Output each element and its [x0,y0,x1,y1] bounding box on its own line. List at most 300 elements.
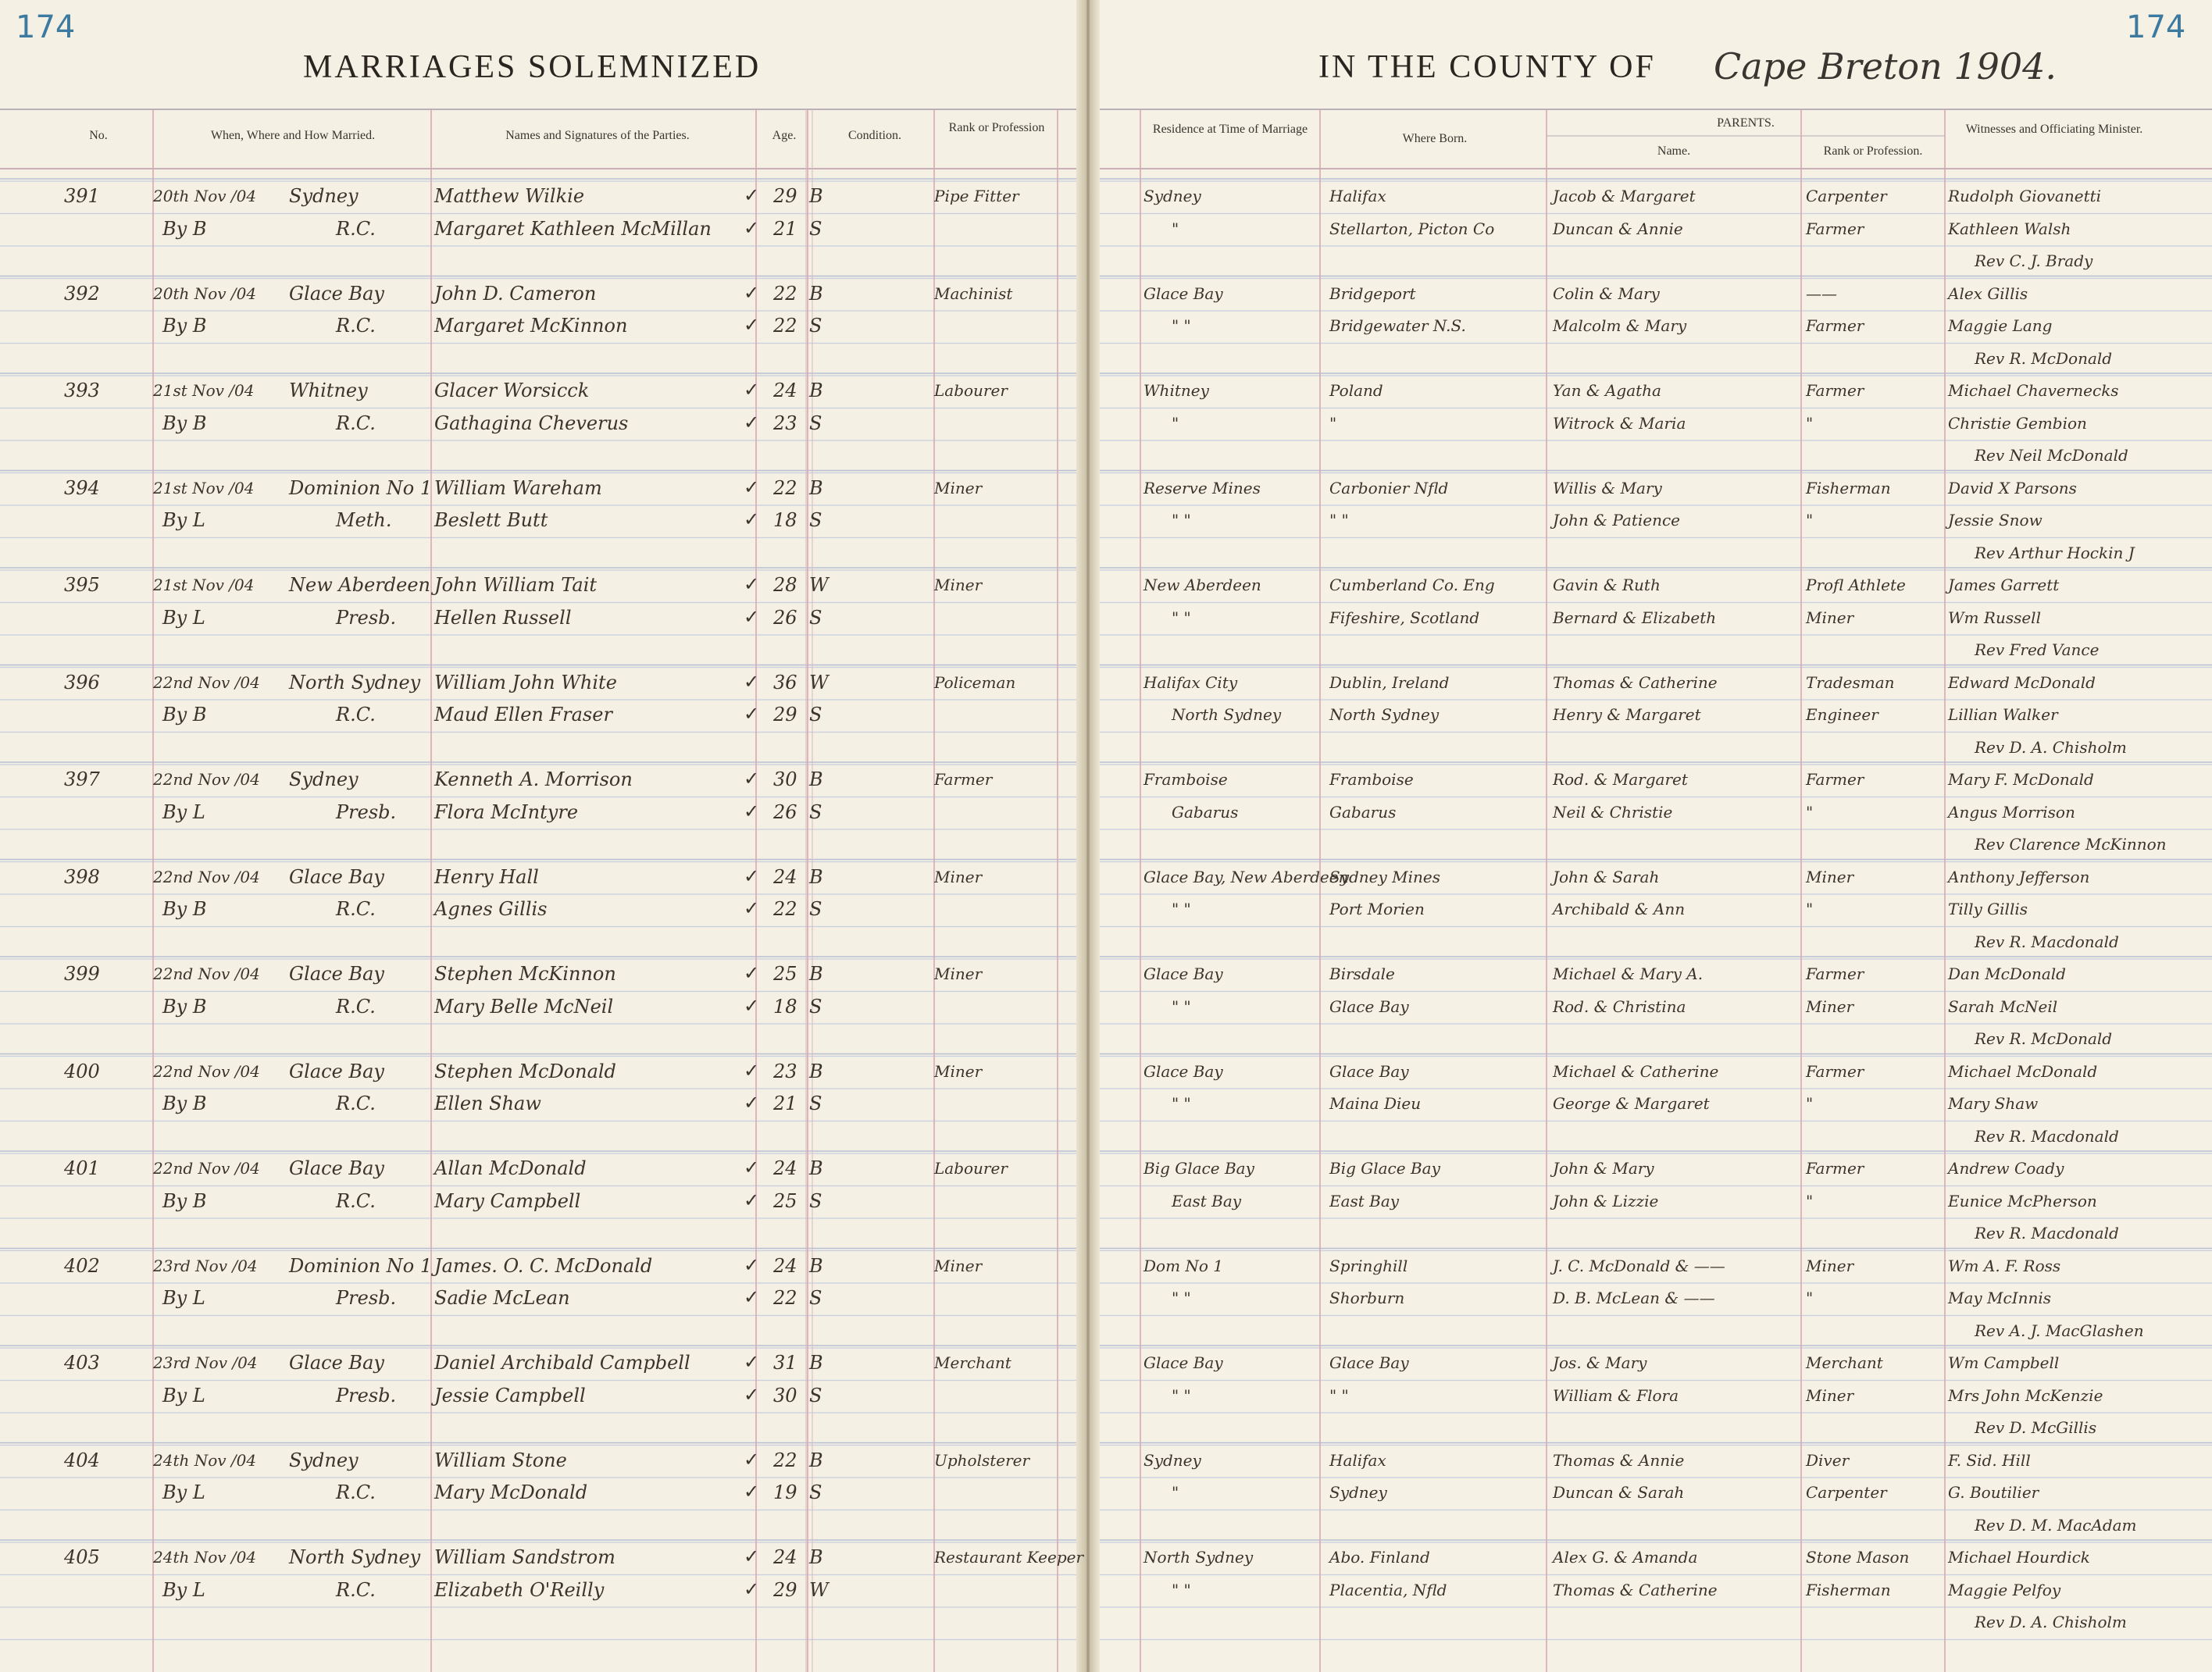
record-born-bride: " [1329,413,1337,433]
record-residence-groom: Sydney [1143,187,1201,205]
record-residence-groom: Glace Bay [1143,1353,1223,1372]
record-residence-groom: Sydney [1143,1450,1201,1470]
record-place: Dominion No 1 [289,1254,433,1277]
record-witness-2: G. Boutilier [1948,1483,2039,1502]
record-parent-rank-groom: Farmer [1806,770,1864,789]
record-parent-rank-bride: Engineer [1806,705,1878,724]
record-residence-bride: " [1172,413,1179,433]
record-rite: Presb. [336,606,397,629]
record-age-bride: 29 [773,1578,797,1601]
record-age-groom: 36 [773,671,797,693]
header-when: When, Where and How Married. [210,129,376,142]
record-place: New Aberdeen [289,574,430,596]
record-date: 21st Nov /04 [153,478,255,497]
record-bride: Ellen Shaw [434,1093,541,1114]
record-rank: Farmer [934,770,993,789]
record-residence-groom: North Sydney [1143,1548,1254,1567]
record-parent-rank-groom: Fisherman [1806,478,1891,497]
record-groom: John William Tait [434,574,598,596]
record-rite: R.C. [336,412,376,434]
county-handwritten: Cape Breton 1904. [1714,45,2057,87]
record-born-groom: Abo. Finland [1329,1548,1430,1567]
record-place: Sydney [289,768,359,790]
record-born-bride: Stellarton, Picton Co [1329,219,1495,238]
record-rank: Restaurant Keeper [934,1548,1084,1567]
record-age-bride: 29 [773,704,797,725]
record-condition-bride: S [809,412,822,434]
check-mark: ✓ [744,1287,760,1308]
record-minister: Rev D. A. Chisholm [1975,1613,2127,1631]
record-place: Glace Bay [289,282,384,305]
record-parents-bride: Malcolm & Mary [1553,316,1687,335]
record-residence-groom: Halifax City [1143,672,1238,692]
record-bride: Mary Campbell [434,1189,581,1212]
record-rite: R.C. [336,1189,376,1212]
record-parents-bride: George & Margaret [1553,1094,1710,1113]
record-age-groom: 23 [773,1060,797,1082]
record-witness-1: Alex Gillis [1948,283,2028,303]
record-age-bride: 23 [773,412,797,434]
record-groom: Stephen McKinnon [434,963,616,985]
check-mark: ✓ [744,282,760,304]
record-condition-groom: B [809,1157,823,1179]
record-residence-bride: North Sydney [1172,705,1282,724]
record-witness-2: Mrs John McKenzie [1948,1385,2103,1405]
record-parents-groom: Jacob & Margaret [1553,187,1696,205]
record-number: 391 [64,185,100,207]
record-parent-rank-groom: Tradesman [1806,672,1895,692]
check-mark: ✓ [744,963,760,984]
record-parent-rank-bride: Fisherman [1806,1580,1891,1599]
right-page-title: IN THE COUNTY OF [1318,49,1656,85]
record-parents-groom: Thomas & Annie [1553,1450,1685,1470]
record-born-groom: Glace Bay [1329,1353,1409,1372]
record-bride: Maud Ellen Fraser [434,704,612,725]
record-bride: Margaret McKinnon [434,315,628,337]
left-page-number: 174 [16,9,76,45]
record-condition-groom: B [809,1060,823,1082]
record-number: 403 [64,1352,100,1374]
record-born-groom: Big Glace Bay [1329,1159,1440,1178]
record-bride: Mary McDonald [434,1481,588,1503]
record-number: 401 [64,1157,100,1179]
record-how: By L [162,800,205,823]
record-witness-1: Edward McDonald [1948,672,2096,692]
record-witness-2: Eunice McPherson [1948,1191,2097,1210]
record-age-groom: 30 [773,768,797,790]
record-bride: Hellen Russell [434,606,572,629]
record-condition-groom: B [809,1449,823,1471]
record-age-groom: 28 [773,574,797,596]
record-date: 22nd Nov /04 [153,964,260,983]
record-parents-groom: Willis & Mary [1553,478,1662,497]
record-minister: Rev D. McGillis [1975,1418,2097,1437]
record-parent-rank-bride: " [1806,900,1814,918]
record-residence-bride: " " [1172,1385,1191,1405]
record-place: Glace Bay [289,1060,384,1082]
record-age-bride: 18 [773,509,797,531]
record-witness-2: Sarah McNeil [1948,996,2058,1016]
record-age-bride: 25 [773,1189,797,1212]
record-minister: Rev R. McDonald [1975,1029,2113,1048]
record-age-groom: 24 [773,380,797,401]
record-condition-groom: B [809,1352,823,1374]
record-rank: Pipe Fitter [934,187,1019,205]
record-how: By B [162,995,207,1018]
record-born-bride: " " [1329,1385,1349,1405]
record-rank: Labourer [934,1159,1008,1178]
record-parent-rank-bride: Miner [1806,608,1854,627]
record-condition-groom: B [809,1254,823,1277]
record-parent-rank-bride: " [1806,413,1814,433]
record-residence-bride: " " [1172,316,1191,335]
record-parent-rank-groom: Diver [1806,1450,1850,1470]
record-residence-bride: " " [1172,996,1191,1016]
record-rank: Policeman [934,672,1016,692]
record-minister: Rev R. Macdonald [1975,932,2119,951]
record-witness-2: Lillian Walker [1948,705,2058,724]
record-parents-bride: William & Flora [1553,1385,1679,1405]
record-residence-bride: " " [1172,1580,1191,1599]
record-condition-bride: S [809,1189,822,1212]
record-bride: Beslett Butt [434,509,548,531]
check-mark: ✓ [744,704,760,725]
check-mark: ✓ [744,217,760,239]
record-born-bride: Glace Bay [1329,996,1409,1016]
record-parent-rank-groom: Miner [1806,1256,1854,1275]
check-mark: ✓ [744,800,760,822]
record-bride: Jessie Campbell [434,1384,586,1406]
record-rite: R.C. [336,315,376,337]
record-parents-groom: J. C. McDonald & —— [1553,1256,1725,1275]
header-age: Age. [772,129,797,142]
record-parent-rank-groom: Miner [1806,867,1854,886]
record-age-bride: 30 [773,1384,797,1406]
check-mark: ✓ [744,1449,760,1471]
check-mark: ✓ [744,671,760,693]
record-witness-2: Tilly Gillis [1948,900,2028,918]
record-witness-1: James Garrett [1948,576,2060,594]
record-witness-1: Michael McDonald [1948,1061,2098,1081]
record-parent-rank-groom: Stone Mason [1806,1548,1910,1567]
record-parent-rank-bride: " [1806,511,1814,529]
record-age-bride: 22 [773,315,797,337]
record-age-bride: 26 [773,800,797,823]
record-condition-bride: S [809,1093,822,1114]
record-witness-1: Michael Chavernecks [1948,381,2119,400]
record-bride: Gathagina Cheverus [434,412,629,434]
record-age-bride: 22 [773,898,797,920]
record-condition-bride: S [809,1384,822,1406]
check-mark: ✓ [744,1352,760,1373]
record-age-bride: 21 [773,217,797,240]
record-parents-bride: Bernard & Elizabeth [1553,608,1717,627]
record-condition-bride: S [809,1481,822,1503]
record-parent-rank-bride: " [1806,1094,1814,1113]
record-condition-groom: B [809,282,823,305]
record-rite: Presb. [336,1384,397,1406]
record-condition-bride: S [809,898,822,920]
record-parents-groom: Yan & Agatha [1553,381,1661,400]
record-minister: Rev A. J. MacGlashen [1975,1321,2144,1340]
record-rite: R.C. [336,995,376,1018]
record-number: 394 [64,476,100,499]
record-condition-groom: B [809,476,823,499]
record-place: North Sydney [289,1546,421,1568]
record-residence-bride: " [1172,219,1179,238]
record-date: 21st Nov /04 [153,576,255,594]
record-witness-1: Anthony Jefferson [1948,867,2090,886]
record-parents-groom: Michael & Catherine [1553,1061,1719,1081]
record-rite: Meth. [336,509,392,531]
record-residence-groom: Glace Bay [1143,1061,1223,1081]
record-minister: Rev R. McDonald [1975,348,2113,368]
record-age-bride: 22 [773,1287,797,1309]
record-parents-bride: Duncan & Sarah [1553,1483,1685,1502]
header-residence: Residence at Time of Marriage [1152,123,1308,136]
header-parents-rank: Rank or Profession. [1823,144,1923,158]
record-witness-1: David X Parsons [1948,478,2077,497]
record-condition-groom: W [809,671,829,693]
record-witness-1: Andrew Coady [1948,1159,2064,1178]
header-born: Where Born. [1402,132,1468,145]
record-rank: Miner [934,576,983,594]
check-mark: ✓ [744,768,760,790]
record-how: By B [162,1093,207,1114]
record-residence-groom: Glace Bay [1143,964,1223,983]
record-witness-2: Mary Shaw [1948,1094,2039,1113]
record-groom: John D. Cameron [434,282,597,305]
record-residence-groom: Reserve Mines [1143,478,1261,497]
record-witness-2: Wm Russell [1948,608,2041,627]
record-age-groom: 22 [773,1449,797,1471]
check-mark: ✓ [744,509,760,530]
record-how: By L [162,1287,205,1309]
record-witness-1: Michael Hourdick [1948,1548,2090,1567]
header-condition: Condition. [847,129,901,142]
record-age-groom: 24 [773,865,797,888]
record-parent-rank-groom: Farmer [1806,381,1864,400]
check-mark: ✓ [744,1189,760,1211]
record-born-groom: Dublin, Ireland [1329,672,1450,692]
record-witness-1: Mary F. McDonald [1948,770,2094,789]
record-parent-rank-groom: Farmer [1806,964,1864,983]
record-groom: Stephen McDonald [434,1060,616,1082]
record-parents-bride: Neil & Christie [1553,802,1673,822]
record-residence-bride: " " [1172,511,1191,529]
record-condition-bride: S [809,704,822,725]
record-parent-rank-bride: " [1806,802,1814,822]
record-age-bride: 18 [773,995,797,1018]
record-residence-bride: " " [1172,900,1191,918]
record-born-groom: Sydney Mines [1329,867,1441,886]
record-parent-rank-groom: Farmer [1806,1061,1864,1081]
record-born-bride: Placentia, Nfld [1329,1580,1447,1599]
record-born-groom: Springhill [1329,1256,1408,1275]
record-rank: Miner [934,867,983,886]
record-age-groom: 24 [773,1157,797,1179]
header-names: Names and Signatures of the Parties. [505,129,690,142]
record-age-groom: 22 [773,282,797,305]
record-parent-rank-groom: Farmer [1806,1159,1864,1178]
record-residence-bride: " " [1172,608,1191,627]
check-mark: ✓ [744,1384,760,1406]
record-born-bride: " " [1329,511,1349,529]
record-residence-groom: Glace Bay, New Aberdeen [1143,867,1349,886]
record-condition-bride: S [809,509,822,531]
record-witness-1: F. Sid. Hill [1948,1450,2031,1470]
record-age-bride: 19 [773,1481,797,1503]
record-groom: William Wareham [434,476,602,499]
record-number: 392 [64,282,100,305]
record-date: 22nd Nov /04 [153,867,260,886]
record-groom: William John White [434,671,617,693]
record-parents-groom: Colin & Mary [1553,283,1660,303]
record-born-bride: North Sydney [1329,705,1440,724]
record-condition-bride: S [809,315,822,337]
record-condition-groom: B [809,865,823,888]
check-mark: ✓ [744,995,760,1017]
record-minister: Rev C. J. Brady [1975,251,2093,270]
right-page-number: 174 [2126,9,2186,45]
record-condition-bride: S [809,995,822,1018]
record-born-groom: Carbonier Nfld [1329,478,1449,497]
record-residence-bride: " " [1172,1289,1191,1307]
record-born-bride: Maina Dieu [1329,1094,1422,1113]
header-parents-name: Name. [1657,144,1691,158]
record-condition-bride: S [809,800,822,823]
record-born-bride: East Bay [1329,1191,1400,1210]
record-parents-bride: Henry & Margaret [1553,705,1701,724]
record-parents-groom: John & Mary [1553,1159,1654,1178]
record-parents-bride: Archibald & Ann [1553,900,1686,918]
record-witness-2: Maggie Pelfoy [1948,1580,2061,1599]
record-rite: Presb. [336,800,397,823]
check-mark: ✓ [744,1546,760,1567]
record-bride: Elizabeth O'Reilly [434,1578,605,1601]
record-number: 393 [64,380,100,401]
check-mark: ✓ [744,315,760,336]
record-rite: R.C. [336,1093,376,1114]
record-rite: R.C. [336,1578,376,1601]
record-bride: Sadie McLean [434,1287,570,1309]
record-date: 21st Nov /04 [153,381,255,400]
record-born-bride: Gabarus [1329,802,1397,822]
record-rank: Miner [934,964,983,983]
record-age-bride: 21 [773,1093,797,1114]
record-bride: Margaret Kathleen McMillan [434,217,712,240]
record-residence-bride: " " [1172,1094,1191,1113]
record-witness-1: Wm Campbell [1948,1353,2060,1372]
record-groom: Henry Hall [434,865,539,888]
record-condition-bride: S [809,217,822,240]
record-groom: William Sandstrom [434,1546,615,1568]
record-rite: R.C. [336,898,376,920]
record-rank: Miner [934,1256,983,1275]
record-age-groom: 22 [773,476,797,499]
record-rite: R.C. [336,1481,376,1503]
record-born-bride: Shorburn [1329,1289,1405,1307]
check-mark: ✓ [744,1578,760,1600]
record-residence-groom: New Aberdeen [1143,576,1261,594]
record-how: By B [162,315,207,337]
check-mark: ✓ [744,898,760,919]
record-date: 20th Nov /04 [153,187,257,205]
record-place: Glace Bay [289,963,384,985]
record-parent-rank-groom: Carpenter [1806,187,1887,205]
record-witness-2: Maggie Lang [1948,316,2053,335]
record-parents-bride: John & Lizzie [1553,1191,1659,1210]
record-witness-1: Rudolph Giovanetti [1948,187,2102,205]
header-rank: Rank or Profession [948,121,1045,134]
record-parents-groom: John & Sarah [1553,867,1660,886]
check-mark: ✓ [744,574,760,595]
record-witness-2: Jessie Snow [1948,511,2043,529]
record-place: Dominion No 1 [289,476,433,499]
record-how: By B [162,1189,207,1212]
record-groom: Allan McDonald [434,1157,587,1179]
record-how: By L [162,1481,205,1503]
record-how: By B [162,704,207,725]
check-mark: ✓ [744,1254,760,1276]
record-number: 398 [64,865,100,888]
record-rite: R.C. [336,704,376,725]
record-date: 20th Nov /04 [153,283,257,303]
check-mark: ✓ [744,412,760,433]
record-date: 24th Nov /04 [153,1548,257,1567]
record-parents-bride: D. B. McLean & —— [1553,1289,1715,1307]
record-rank: Merchant [934,1353,1011,1372]
record-witness-1: Dan McDonald [1948,964,2066,983]
record-parents-groom: Michael & Mary A. [1553,964,1704,983]
record-number: 399 [64,963,100,985]
record-groom: Daniel Archibald Campbell [434,1352,690,1374]
record-rank: Machinist [934,283,1013,303]
record-minister: Rev Arthur Hockin J [1975,543,2135,562]
record-how: By B [162,898,207,920]
record-witness-2: Kathleen Walsh [1948,219,2071,238]
record-condition-groom: B [809,380,823,401]
record-groom: William Stone [434,1449,567,1471]
record-place: Sydney [289,1449,359,1471]
record-place: North Sydney [289,671,421,693]
record-bride: Flora McIntyre [434,800,579,823]
record-condition-groom: B [809,963,823,985]
record-born-groom: Halifax [1329,187,1386,205]
record-rank: Upholsterer [934,1450,1030,1470]
record-how: By B [162,412,207,434]
record-date: 24th Nov /04 [153,1450,257,1470]
record-minister: Rev D. M. MacAdam [1975,1515,2137,1535]
record-born-bride: Sydney [1329,1483,1387,1502]
record-parents-groom: Alex G. & Amanda [1553,1548,1698,1567]
record-groom: Kenneth A. Morrison [434,768,633,790]
record-number: 396 [64,671,100,693]
record-parents-groom: Gavin & Ruth [1553,576,1661,594]
record-minister: Rev Neil McDonald [1975,446,2128,465]
record-how: By L [162,1384,205,1406]
record-parents-groom: Thomas & Catherine [1553,672,1718,692]
record-condition-groom: W [809,574,829,596]
record-number: 405 [64,1546,100,1568]
header-witnesses: Witnesses and Officiating Minister. [1965,123,2143,136]
record-parent-rank-bride: " [1806,1289,1814,1307]
record-number: 395 [64,574,100,596]
record-groom: James. O. C. McDonald [434,1254,653,1277]
check-mark: ✓ [744,1157,760,1178]
record-bride: Agnes Gillis [434,898,548,920]
record-number: 404 [64,1449,100,1471]
